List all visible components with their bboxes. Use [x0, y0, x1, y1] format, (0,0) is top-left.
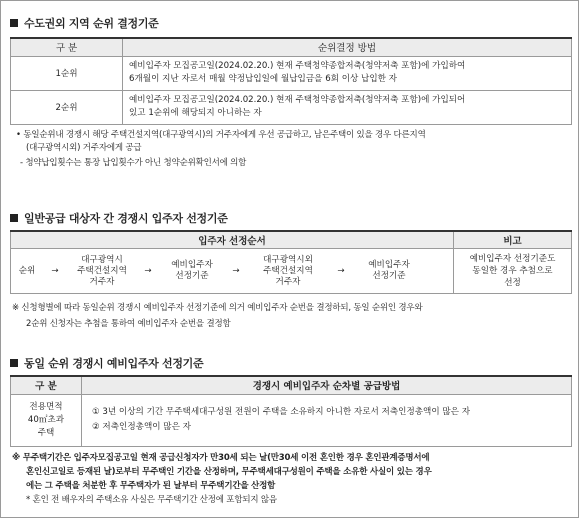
criteria-cell: ① 3년 이상의 기간 무주택세대구성원 전원이 주택을 소유하지 아니한 자로서 저축인정총액이 많은 자 ② 저축인정총액이 많은 자 — [82, 394, 572, 446]
remark-cell: 예비입주자 선정기준도 동일한 경우 추첨으로 선정 — [454, 249, 572, 294]
flow-step-daegu-resident: 대구광역시 주택건설지역 거주자 — [77, 254, 127, 287]
rank-method: 예비입주자 모집공고일(2024.02.20.) 현재 주택청약종합저축(청약저축 포함)에 가입하여 6개월이 지난 자로서 매월 약정납입일에 월납입금을 6회 이상 납입한 자 — [123, 56, 572, 90]
arrow-right-icon: → — [232, 265, 240, 276]
table-header-category: 구 분 — [11, 376, 82, 394]
selection-order-table — [10, 230, 572, 294]
arrow-right-icon: → — [144, 265, 152, 276]
flow-step-reserve-criteria: 예비입주자 선정기준 — [171, 260, 213, 281]
arrow-right-icon: → — [337, 265, 345, 276]
flow-step-non-daegu-resident: 대구광역시외 주택건설지역 거주자 — [263, 254, 313, 287]
table-header-method: 순위결정 방법 — [123, 38, 572, 56]
section3-extra-note: * 혼인 전 배우자의 주택소유 사실은 무주택기간 산정에 포함되지 않음 — [26, 495, 277, 505]
section2-title: 일반공급 대상자 간 경쟁시 입주자 선정기준 — [10, 210, 228, 226]
square-bullet-icon — [10, 214, 18, 222]
table-header-method: 경쟁시 예비입주자 순차별 공급방법 — [82, 376, 572, 394]
section3-notes: ※ 무주택기간은 입주자모집공고일 현재 공급신청자가 만30세 되는 날(만30세 이전 혼인한 경우 혼인관계증명서에 혼인신고일로 등재된 날)로부터 무주택인 기간을 산정하며, 무주택세대구성원이 주택을 소유한 사실이 있는 경우 에는 그 주택을 처분한 후 무주택자가 된 날부터 무주택기간을 산정함 — [12, 453, 432, 491]
flow-step-rank: 순위 — [18, 265, 36, 276]
table-header-order: 입주자 선정순서 — [11, 231, 454, 249]
arrow-right-icon: → — [51, 265, 59, 276]
rank-method: 예비입주자 모집공고일(2024.02.20.) 현재 주택청약종합저축(청약저축 포함)에 가입되어 있고 1순위에 해당되지 아니하는 자 — [123, 90, 572, 124]
table-header-remark: 비고 — [454, 231, 572, 249]
tiebreak-criteria-table — [10, 375, 572, 447]
square-bullet-icon — [10, 19, 18, 27]
section2-notes: ※ 신청형별에 따라 동일순위 경쟁시 예비입주자 선정기준에 의거 예비입주자 순번을 결정하되, 동일 순위인 경우와 2순위 신청자는 추첨을 통하여 예비입주자 순번을 결정함 — [12, 303, 423, 329]
square-bullet-icon — [10, 359, 18, 367]
flow-step-reserve-criteria-2: 예비입주자 선정기준 — [368, 260, 410, 281]
rank-label: 2순위 — [11, 90, 123, 124]
section1-title: 수도권외 지역 순위 결정기준 — [10, 15, 159, 31]
section3-title: 동일 순위 경쟁시 예비입주자 선정기준 — [10, 355, 203, 371]
section1-notes: • 동일순위내 경쟁시 해당 주택건설지역(대구광역시)의 거주자에게 우선 공급하고, 남은주택이 있을 경우 다른지역 (대구광역시외) 거주자에게 공급 - 청약납입횟수는 통장 납입횟수가 아닌 청약순위확인서에 의함 — [16, 130, 426, 168]
category-cell: 전용면적 40㎡초과 주택 — [11, 394, 82, 446]
selection-flow — [11, 249, 454, 294]
rank-label: 1순위 — [11, 56, 123, 90]
table-header-category: 구 분 — [11, 38, 123, 56]
rank-criteria-table — [10, 37, 572, 125]
table-row — [11, 56, 572, 90]
table-row — [11, 90, 572, 124]
